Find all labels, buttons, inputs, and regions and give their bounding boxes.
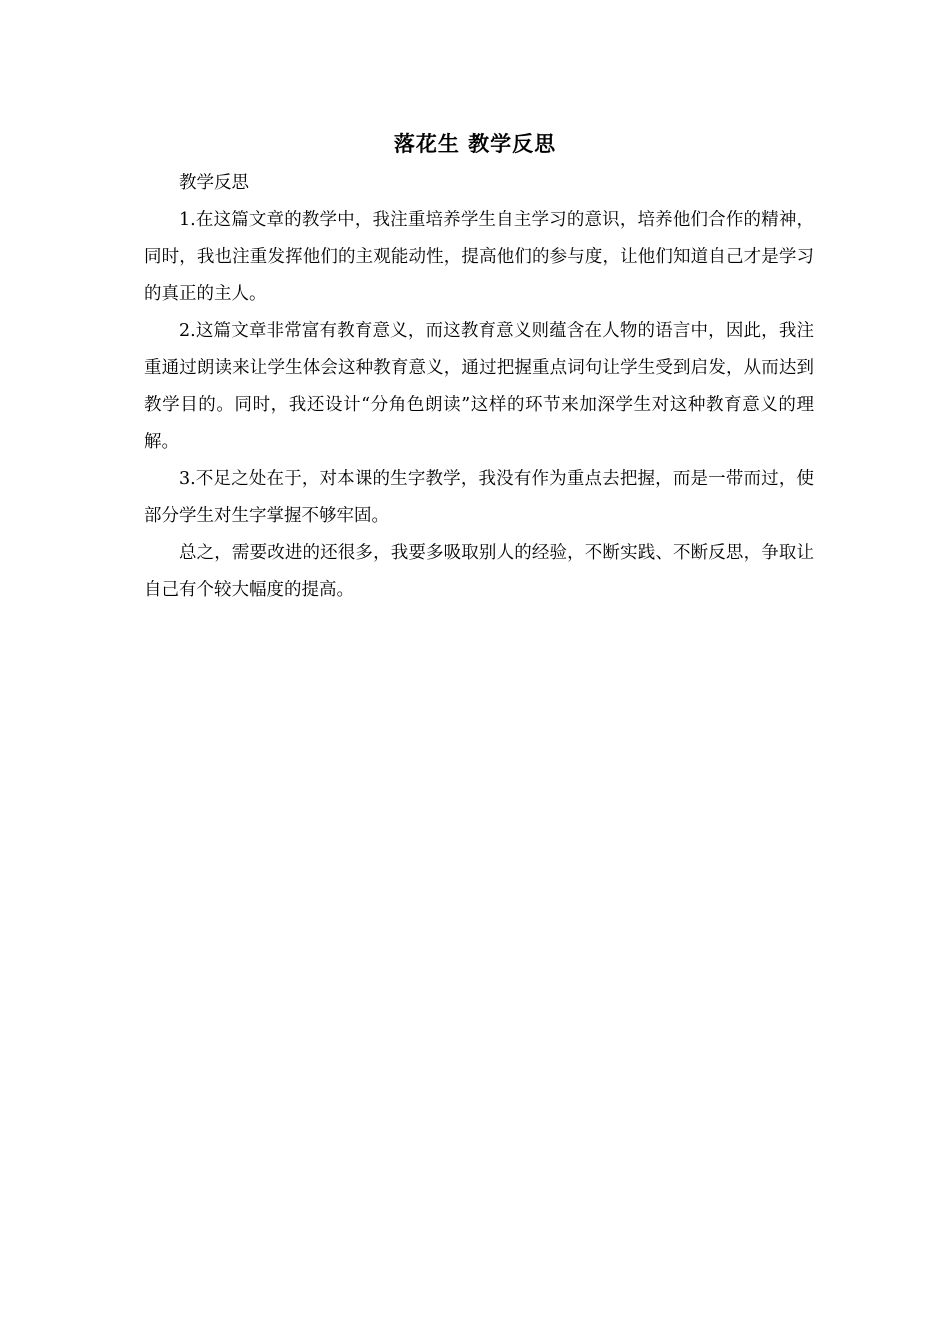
document-body <box>144 165 814 609</box>
paragraph-conclusion: 总之，需要改进的还很多，我要多吸取别人的经验，不断实践、不断反思，争取让自己有个较大幅度的提高。 <box>144 543 814 600</box>
paragraph-3: 3.不足之处在于，对本课的生字教学，我没有作为重点去把握，而是一带而过，使部分学生对生字掌握不够牢固。 <box>144 469 814 526</box>
section-heading: 教学反思 <box>179 173 249 193</box>
paragraph-1: 1.在这篇文章的教学中，我注重培养学生自主学习的意识，培养他们合作的精神，同时，我也注重发挥他们的主观能动性，提高他们的参与度，让他们知道自己才是学习的真正的主人。 <box>144 210 814 304</box>
paragraph-2: 2.这篇文章非常富有教育意义，而这教育意义则蕴含在人物的语言中，因此，我注重通过朗读来让学生体会这种教育意义，通过把握重点词句让学生受到启发，从而达到教学目的。同时，我还设计“分角色朗读”这样的环节来加深学生对这种教育意义的理解。 <box>144 321 814 452</box>
document-title: 落花生 教学反思 <box>393 131 557 156</box>
